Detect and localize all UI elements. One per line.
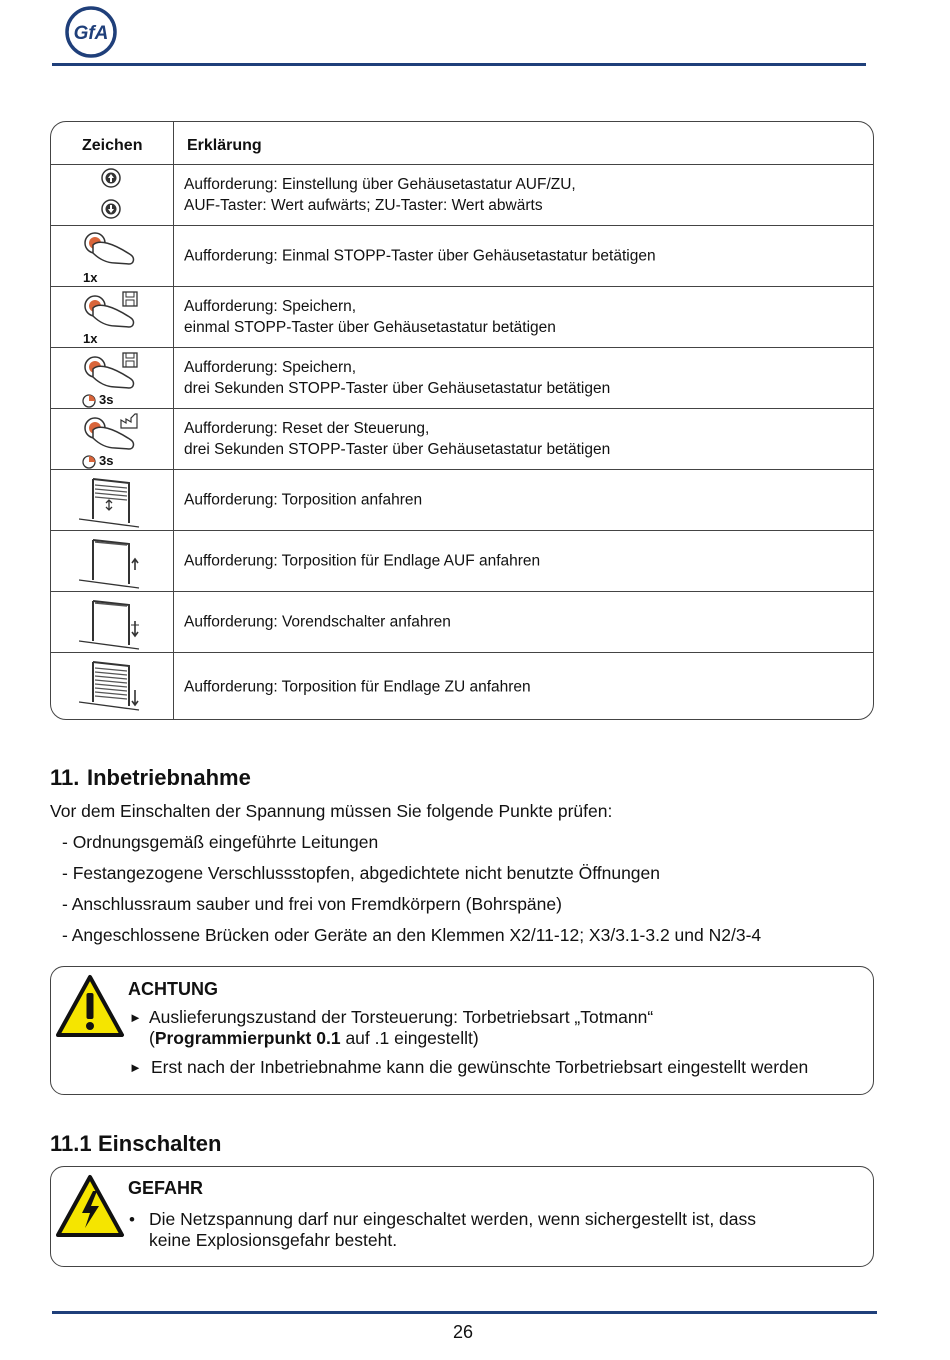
triangle-bullet-icon: ►: [129, 1060, 142, 1075]
footer-rule: [52, 1311, 877, 1314]
section-number: 11.: [50, 765, 80, 790]
table-row: [51, 287, 873, 348]
row-explanation: Aufforderung: Einstellung über Gehäusetastatur AUF/ZU, AUF-Taster: Wert aufwärts; ZU-Taster: Wert abwärts: [184, 175, 576, 214]
up-down-keys-icon: [51, 164, 173, 225]
section-heading: [50, 765, 251, 791]
triangle-bullet-icon: ►: [129, 1010, 142, 1025]
table-row: [51, 226, 873, 287]
list-item: - Angeschlossene Brücken oder Geräte an den Klemmen X2/11-12; X3/3.1-3.2 und N2/3-4: [62, 925, 762, 945]
table-row: [51, 348, 873, 409]
count-label: 1x: [83, 331, 98, 346]
check-list: [62, 832, 761, 956]
subsection-number: 11.1: [50, 1131, 92, 1156]
count-label: 3s: [99, 453, 114, 468]
row-explanation: Aufforderung: Torposition für Endlage AUF anfahren: [184, 552, 541, 570]
header-rule: [52, 63, 866, 66]
subsection-heading: [50, 1131, 221, 1157]
section-intro: Vor dem Einschalten der Spannung müssen Sie folgende Punkte prüfen:: [50, 801, 613, 821]
warning-triangle-icon: [55, 973, 125, 1039]
table-row: [51, 164, 873, 226]
table-row: [51, 592, 873, 653]
section-title: Inbetriebnahme: [87, 765, 251, 790]
press-stop-save-icon: [51, 287, 173, 347]
table-row: [51, 653, 873, 720]
caution-box: ACHTUNG ► Auslieferungszustand der Torsteuerung: Torbetriebsart „Totmann“ (Programmierpunkt 0.1 auf .1 eingestellt) ► Erst nach der Inbetriebnahme kann die gewünschte Torbetriebsart eingestellt werden: [50, 966, 874, 1095]
svg-text:GfA: GfA: [73, 23, 109, 44]
row-explanation: Aufforderung: Vorendschalter anfahren: [184, 613, 451, 631]
bullet-icon: •: [129, 1210, 135, 1229]
door-pre-limit-icon: [51, 592, 173, 652]
door-position-icon: [51, 470, 173, 530]
door-close-limit-icon: [51, 653, 173, 720]
row-explanation: Aufforderung: Torposition für Endlage ZU anfahren: [184, 678, 531, 696]
danger-box: GEFAHR • Die Netzspannung darf nur eingeschaltet werden, wenn sichergestellt ist, dass keine Explosionsgefahr besteht.: [50, 1166, 874, 1267]
list-item: - Anschlussraum sauber und frei von Fremdkörpern (Bohrspäne): [62, 894, 562, 914]
caution-title: ACHTUNG: [128, 979, 218, 999]
list-item: - Festangezogene Verschlussstopfen, abgedichtete nicht benutzte Öffnungen: [62, 863, 661, 883]
table-row: [51, 470, 873, 531]
count-label: 1x: [83, 270, 98, 285]
table-header: [51, 122, 873, 165]
danger-title: GEFAHR: [128, 1178, 204, 1198]
door-open-limit-icon: [51, 531, 173, 591]
row-explanation: Aufforderung: Reset der Steuerung, drei Sekunden STOPP-Taster über Gehäusetastatur betätigen: [184, 420, 611, 458]
header-explanation: Erklärung: [187, 137, 262, 154]
press-stop-icon: [51, 226, 173, 286]
row-explanation: Aufforderung: Speichern, drei Sekunden STOPP-Taster über Gehäusetastatur betätigen: [184, 359, 611, 397]
row-explanation: Aufforderung: Einmal STOPP-Taster über Gehäusetastatur betätigen: [184, 247, 656, 265]
table-row: [51, 531, 873, 592]
row-explanation: Aufforderung: Speichern, einmal STOPP-Taster über Gehäusetastatur betätigen: [184, 298, 556, 336]
header-symbol: Zeichen: [82, 137, 143, 154]
gfa-logo: [64, 5, 118, 59]
table-row: [51, 409, 873, 470]
symbol-table: [50, 121, 874, 720]
subsection-title: Einschalten: [98, 1131, 222, 1156]
row-explanation: Aufforderung: Torposition anfahren: [184, 491, 423, 509]
count-label: 3s: [99, 392, 114, 407]
high-voltage-icon: [55, 1173, 125, 1239]
list-item: - Ordnungsgemäß eingeführte Leitungen: [62, 832, 379, 852]
page-number: 26: [452, 1322, 474, 1342]
